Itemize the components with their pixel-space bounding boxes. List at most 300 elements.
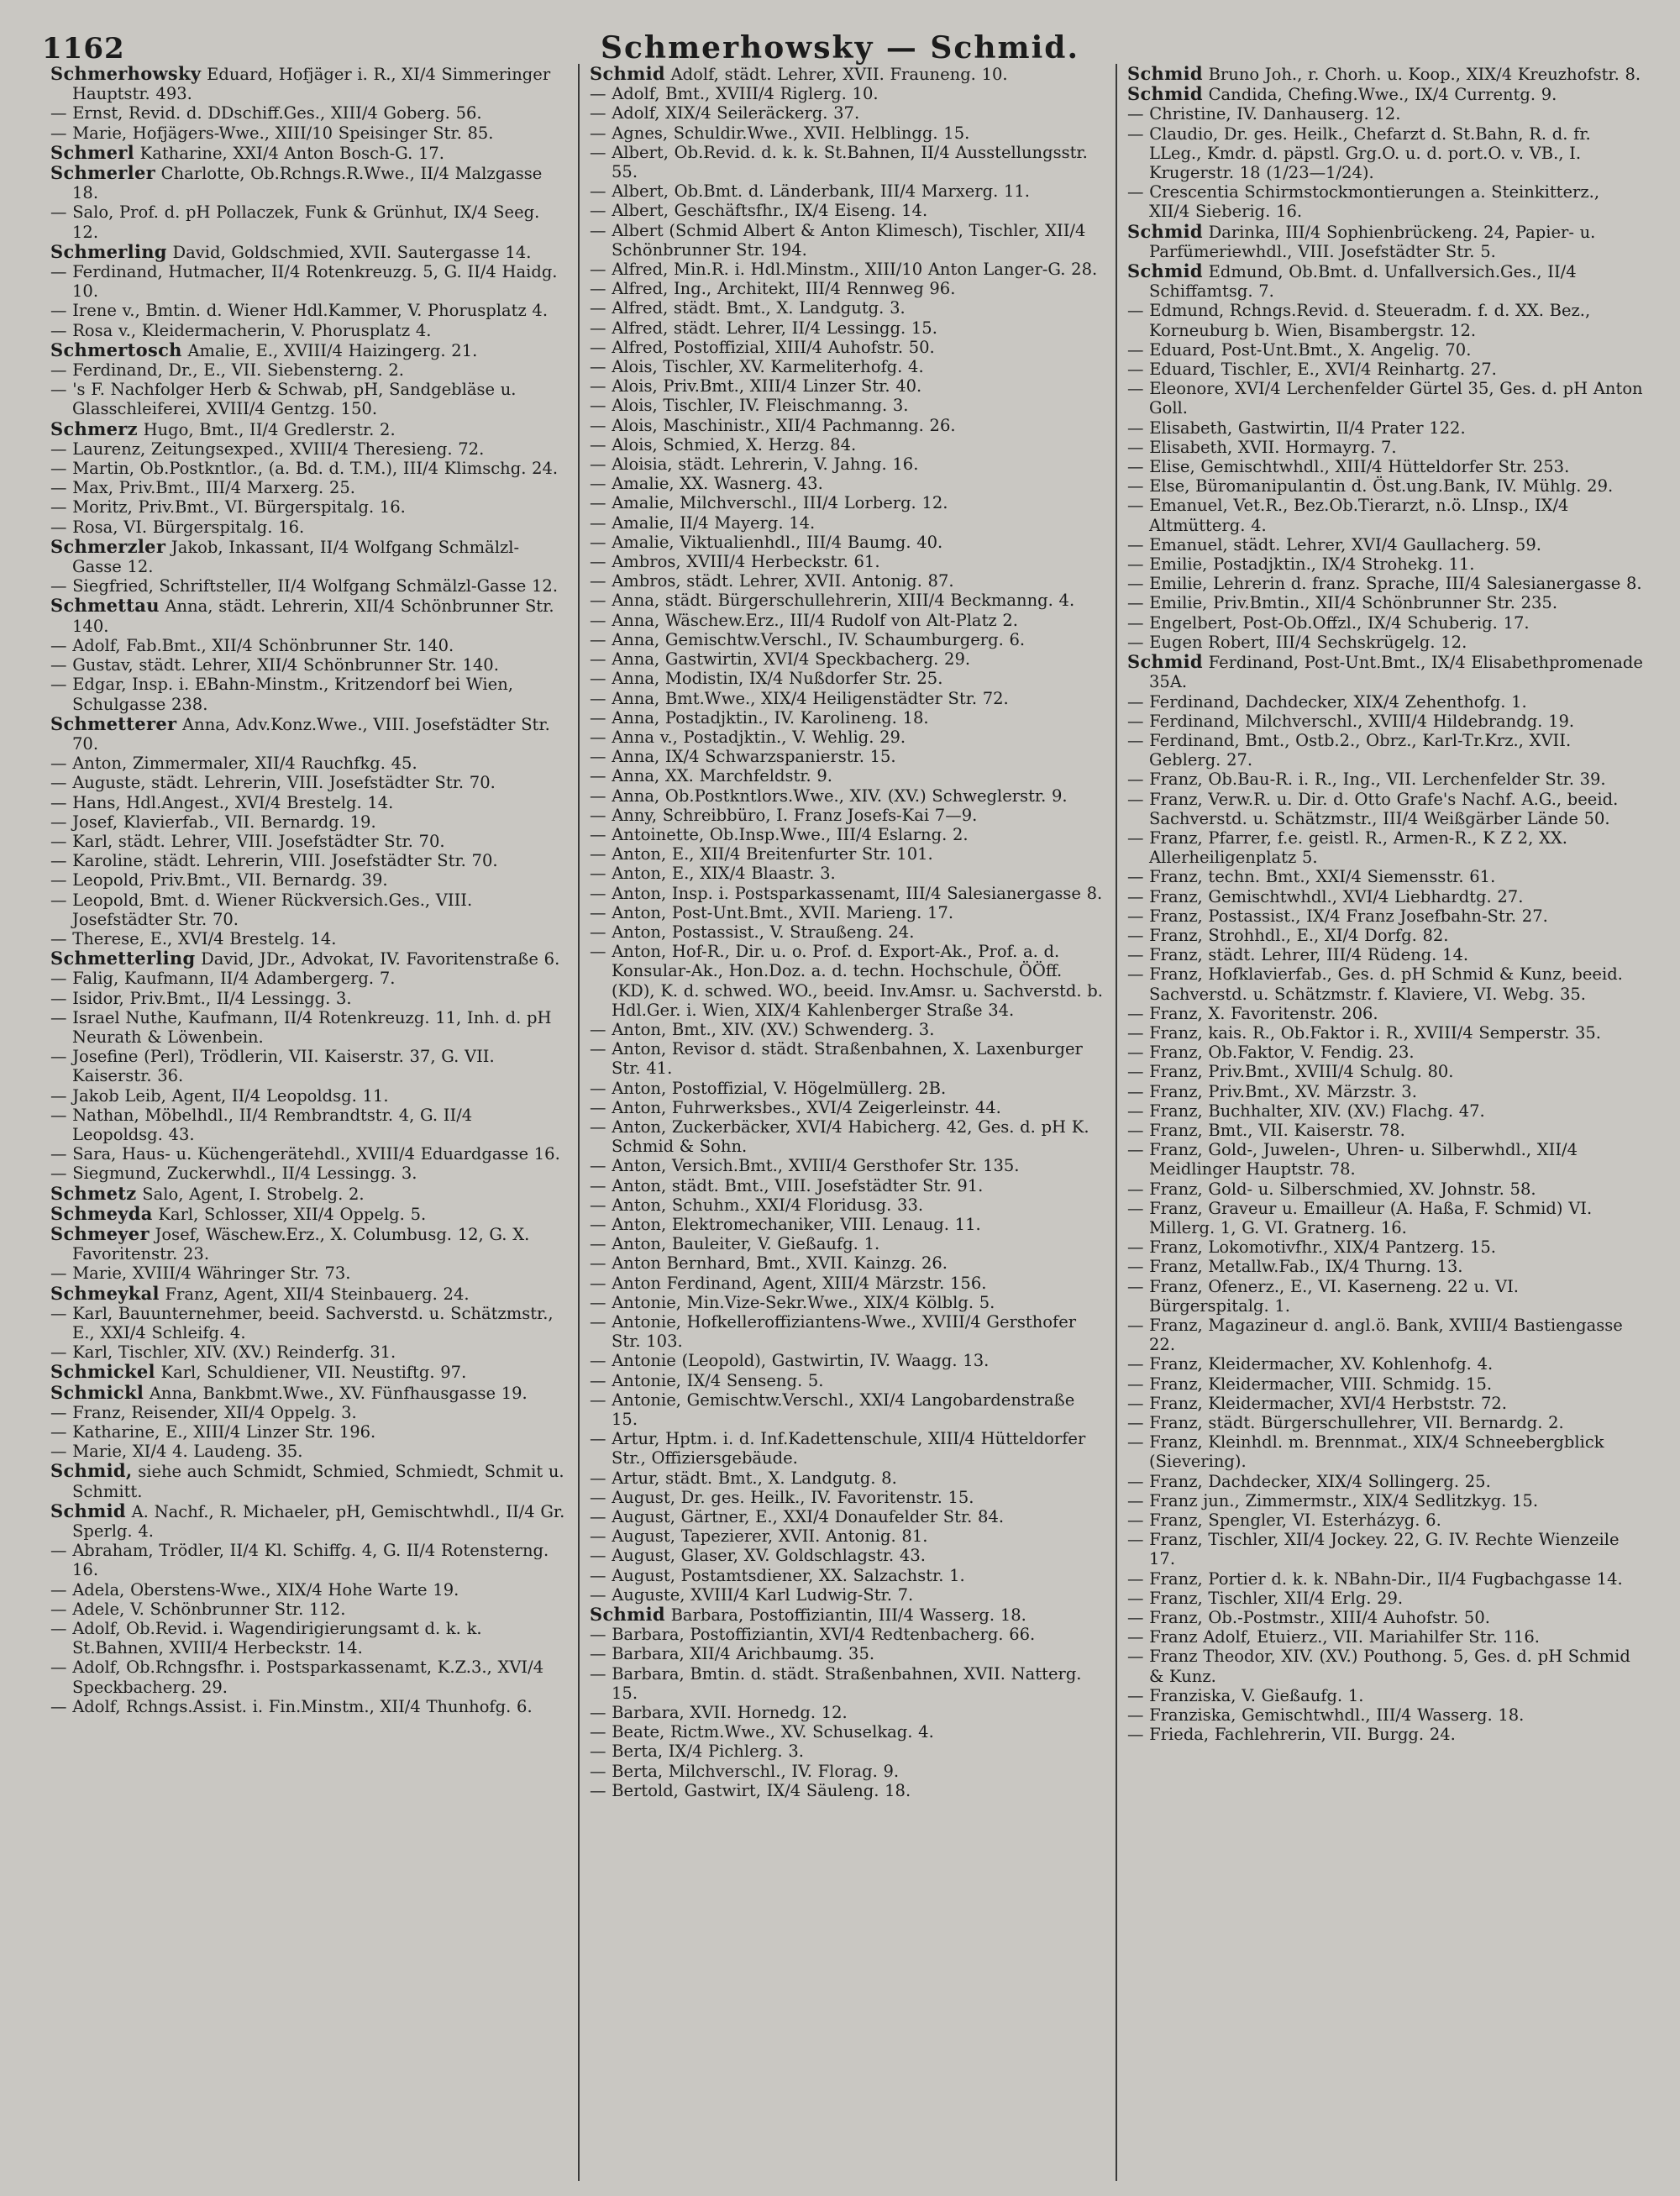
directory-entry xyxy=(50,1144,568,1164)
directory-entry xyxy=(50,1047,568,1085)
directory-entry xyxy=(50,832,568,851)
entry-text: — Anna, Gastwirtin, XVI/4 Speckbacherg. 29. xyxy=(590,649,971,670)
directory-entry xyxy=(590,922,1105,942)
directory-entry xyxy=(590,942,1105,1020)
directory-entry xyxy=(590,1274,1105,1293)
directory-entry xyxy=(1127,1432,1643,1471)
entry-text: — Ernst, Revid. d. DDschiff.Ges., XIII/4 Goberg. 56. xyxy=(50,103,482,123)
entry-text: — Anton, Hof-R., Dir. u. o. Prof. d. Export-Ak., Prof. a. d. Konsular-Ak., Hon.Doz. a. d. techn. Hochschule, ÖÖff. (KD), K. d. schwed. WO., beeid. Inv.Amsr. u. Sachverstd. b. Hdl.Ger. i. Wien, XIX/4 Kahlenberger Straße 34. xyxy=(590,942,1103,1020)
directory-entry xyxy=(1127,261,1643,301)
entry-text: — Antonie, Gemischtw.Verschl., XXI/4 Langobardenstraße 15. xyxy=(590,1390,1075,1430)
directory-entry xyxy=(1127,340,1643,360)
directory-entry xyxy=(1127,887,1643,906)
entry-text: Ferdinand, Post-Unt.Bmt., IX/4 Elisabethpromenade 35A. xyxy=(1149,653,1643,692)
directory-entry xyxy=(590,1644,1105,1663)
entry-text: — Anton Bernhard, Bmt., XVII. Kainzg. 26. xyxy=(590,1253,948,1274)
directory-entry xyxy=(50,812,568,832)
entry-text: Karl, Schlosser, XII/4 Oppelg. 5. xyxy=(152,1204,427,1224)
directory-entry xyxy=(590,533,1105,552)
directory-entry xyxy=(590,103,1105,123)
directory-entry xyxy=(590,669,1105,688)
entry-headword: Schmerl xyxy=(50,141,134,163)
entry-text: — Artur, städt. Bmt., X. Landgutg. 8. xyxy=(590,1468,897,1488)
entry-text: — Anton, Revisor d. städt. Straßenbahnen, X. Laxenburger Str. 41. xyxy=(590,1039,1083,1079)
entry-text: — Franz, Graveur u. Emailleur (A. Haßa, F. Schmid) VI. Millerg. 1, G. VI. Gratnerg. 16. xyxy=(1127,1198,1593,1237)
entry-text: Edmund, Ob.Bmt. d. Unfallversich.Ges., II/4 Schiffamtsg. 7. xyxy=(1149,262,1577,302)
directory-entry xyxy=(1127,593,1643,612)
directory-entry xyxy=(590,260,1105,279)
entry-headword: Schmid xyxy=(590,1604,665,1626)
entry-text: — Franz, Tischler, XII/4 Erlg. 29. xyxy=(1127,1588,1404,1608)
entry-text: — Salo, Prof. d. pH Pollaczek, Funk & Grünhut, IX/4 Seeg. 12. xyxy=(50,202,540,242)
directory-entry xyxy=(50,1164,568,1183)
entry-text: — Anton, Insp. i. Postsparkassenamt, III/4 Salesianergasse 8. xyxy=(590,883,1103,903)
entry-text: — Anton, Post-Unt.Bmt., XVII. Marieng. 17. xyxy=(590,902,954,922)
entry-text: — Adela, Oberstens-Wwe., XIX/4 Hohe Warte 19. xyxy=(50,1579,459,1600)
directory-entry xyxy=(50,143,568,163)
entry-text: — Anna, Ob.Postkntlors.Wwe., XIV. (XV.) Schweglerstr. 9. xyxy=(590,785,1068,806)
entry-text: — August, Glaser, XV. Goldschlagstr. 43. xyxy=(590,1546,926,1566)
entry-text: — Berta, Milchverschl., IV. Florag. 9. xyxy=(590,1761,900,1781)
entry-text: — Alois, Priv.Bmt., XIII/4 Linzer Str. 40. xyxy=(590,376,922,397)
directory-entry xyxy=(1127,496,1643,534)
entry-text: Franz, Agent, XII/4 Steinbauerg. 24. xyxy=(159,1284,470,1304)
directory-entry xyxy=(590,1664,1105,1703)
directory-entry xyxy=(1127,1043,1643,1062)
directory-entry xyxy=(590,1098,1105,1117)
directory-entry xyxy=(1127,301,1643,339)
directory-entry xyxy=(590,591,1105,610)
directory-entry xyxy=(590,649,1105,669)
directory-entry xyxy=(1127,1589,1643,1608)
entry-text: — Anna v., Postadjktin., V. Wehlig. 29. xyxy=(590,727,906,747)
directory-entry xyxy=(50,1342,568,1362)
directory-entry xyxy=(50,596,568,635)
entry-text: Darinka, III/4 Sophienbrückeng. 24, Papier- u. Parfümeriewhdl., VIII. Josefstädter Str. 5. xyxy=(1149,222,1596,261)
entry-text: Anna, Adv.Konz.Wwe., VIII. Josefstädter Str. 70. xyxy=(72,714,550,754)
directory-entry xyxy=(1127,1647,1643,1685)
directory-entry xyxy=(1127,790,1643,828)
entry-text: — Antonie, Hofkelleroffiziantens-Wwe., XVIII/4 Gersthofer Str. 103. xyxy=(590,1312,1077,1352)
entry-text: — Albert (Schmid Albert & Anton Klimesch), Tischler, XII/4 Schönbrunner Str. 194. xyxy=(590,220,1086,260)
directory-entry xyxy=(50,478,568,497)
directory-entry xyxy=(1127,926,1643,945)
directory-entry xyxy=(1127,222,1643,261)
directory-entry xyxy=(590,318,1105,338)
entry-text: — Marie, XVIII/4 Währinger Str. 73. xyxy=(50,1263,351,1284)
directory-entry xyxy=(590,1781,1105,1800)
entry-text: — Alois, Tischler, XV. Karmeliterhofg. 4. xyxy=(590,357,924,377)
directory-entry xyxy=(50,714,568,754)
entry-text: — Emanuel, Vet.R., Bez.Ob.Tierarzt, n.ö. LInsp., IX/4 Altmütterg. 4. xyxy=(1127,496,1569,535)
directory-entry xyxy=(1127,1686,1643,1705)
entry-text: A. Nachf., R. Michaeler, pH, Gemischtwhdl., II/4 Gr. Sperlg. 4. xyxy=(72,1501,565,1542)
directory-entry xyxy=(50,1106,568,1144)
directory-entry xyxy=(1127,1277,1643,1316)
directory-entry xyxy=(50,1580,568,1600)
entry-text: — Siegfried, Schriftsteller, II/4 Wolfgang Schmälzl-Gasse 12. xyxy=(50,576,559,596)
directory-entry xyxy=(50,870,568,890)
entry-text: — Franz Adolf, Etuierz., VII. Mariahilfer Str. 116. xyxy=(1127,1627,1540,1647)
directory-entry xyxy=(50,1442,568,1461)
entry-text: — Anny, Schreibbüro, I. Franz Josefs-Kai 7—9. xyxy=(590,805,978,825)
entry-headword: Schmid, xyxy=(50,1460,133,1482)
entry-headword: Schmid xyxy=(50,1500,126,1521)
directory-entry xyxy=(590,1079,1105,1098)
entry-headword: Schmeyda xyxy=(50,1202,153,1224)
directory-entry xyxy=(590,143,1105,181)
entry-text: — Marie, Hofjägers-Wwe., XIII/10 Speisinger Str. 85. xyxy=(50,123,494,143)
directory-entry xyxy=(50,321,568,340)
directory-entry xyxy=(590,1605,1105,1625)
entry-text: Salo, Agent, I. Strobelg. 2. xyxy=(136,1184,365,1204)
directory-entry xyxy=(50,459,568,478)
entry-text: — Anton, Zimmermaler, XII/4 Rauchfkg. 45. xyxy=(50,754,417,774)
directory-entry xyxy=(590,1566,1105,1585)
entry-text: — August, Postamtsdiener, XX. Salzachstr. 1. xyxy=(590,1565,965,1585)
directory-entry xyxy=(50,1658,568,1696)
directory-entry xyxy=(50,1304,568,1342)
entry-text: — Franz, techn. Bmt., XXI/4 Siemensstr. 61. xyxy=(1127,867,1496,887)
directory-entry xyxy=(1127,613,1643,633)
entry-text: — Albert, Geschäftsfhr., IX/4 Eiseng. 14. xyxy=(590,201,928,221)
entry-text: — Marie, XI/4 4. Laudeng. 35. xyxy=(50,1442,303,1462)
directory-entry xyxy=(590,123,1105,143)
entry-text: — Berta, IX/4 Pichlerg. 3. xyxy=(590,1742,804,1762)
entry-headword: Schmerzler xyxy=(50,535,166,557)
directory-entry xyxy=(50,1383,568,1403)
entry-text: — Elise, Gemischtwhdl., XIII/4 Hütteldorfer Str. 253. xyxy=(1127,457,1570,477)
entry-text: — Adolf, Ob.Rchngsfhr. i. Postsparkassenamt, K.Z.3., XVI/4 Speckbacherg. 29. xyxy=(50,1658,544,1697)
entry-text: — Frieda, Fachlehrerin, VII. Burgg. 24. xyxy=(1127,1725,1456,1745)
directory-entry xyxy=(590,376,1105,396)
directory-entry xyxy=(50,969,568,988)
entry-text: — Abraham, Trödler, II/4 Kl. Schiffg. 4, G. II/4 Rotensterng. 16. xyxy=(50,1541,549,1580)
entry-text: — Karl, städt. Lehrer, VIII. Josefstädter Str. 70. xyxy=(50,831,445,851)
entry-text: Bruno Joh., r. Chorh. u. Koop., XIX/4 Kreuzhofstr. 8. xyxy=(1202,65,1641,84)
directory-entry xyxy=(1127,1062,1643,1081)
directory-entry xyxy=(50,301,568,320)
entry-headword: Schmid xyxy=(1127,220,1203,242)
entry-text: — Franz, Hofklavierfab., Ges. d. pH Schmid & Kunz, beeid. Sachverstd. u. Schätzmstr. f. Klaviere, VI. Webg. 35. xyxy=(1127,964,1623,1004)
directory-entry xyxy=(50,948,568,969)
entry-text: — Franz, Buchhalter, XIV. (XV.) Flachg. 47. xyxy=(1127,1101,1485,1121)
entry-text: — Edgar, Insp. i. EBahn-Minstm., Kritzendorf bei Wien, Schulgasse 238. xyxy=(50,675,513,714)
entry-text: Hugo, Bmt., II/4 Gredlerstr. 2. xyxy=(137,419,396,439)
directory-entry xyxy=(1127,1179,1643,1199)
directory-entry xyxy=(1127,418,1643,438)
entry-headword: Schmerler xyxy=(50,162,155,184)
directory-entry xyxy=(590,1020,1105,1039)
directory-entry xyxy=(50,1619,568,1658)
directory-entry xyxy=(50,1600,568,1619)
entry-text: — August, Dr. ges. Heilk., IV. Favoritenstr. 15. xyxy=(590,1487,974,1507)
directory-entry xyxy=(590,1585,1105,1605)
directory-entry xyxy=(1127,1257,1643,1276)
directory-entry xyxy=(590,84,1105,103)
entry-text: — Isidor, Priv.Bmt., II/4 Lessingg. 3. xyxy=(50,988,352,1008)
directory-entry xyxy=(590,1703,1105,1722)
directory-entry xyxy=(50,793,568,812)
directory-entry xyxy=(590,1312,1105,1351)
entry-text: — Franz, Kleidermacher, XV. Kohlenhofg. 4. xyxy=(1127,1354,1494,1374)
entry-text: — Antonie, Min.Vize-Sekr.Wwe., XIX/4 Kölblg. 5. xyxy=(590,1292,995,1312)
directory-entry xyxy=(590,201,1105,220)
directory-entry xyxy=(50,851,568,870)
directory-entry xyxy=(50,380,568,418)
entry-text: — Max, Priv.Bmt., III/4 Marxerg. 25. xyxy=(50,478,355,498)
column-right xyxy=(1116,64,1653,2181)
entry-text: — Franz, städt. Lehrer, III/4 Rüdeng. 14. xyxy=(1127,945,1469,965)
directory-entry xyxy=(590,416,1105,435)
entry-text: — Karoline, städt. Lehrerin, VIII. Josefstädter Str. 70. xyxy=(50,851,498,871)
entry-headword: Schmetterer xyxy=(50,712,177,734)
entry-text: — Anna, städt. Bürgerschullehrerin, XIII/4 Beckmanng. 4. xyxy=(590,591,1075,611)
entry-text: — Franz, Strohhdl., E., XI/4 Dorfg. 82. xyxy=(1127,925,1449,945)
directory-entry xyxy=(50,1086,568,1106)
directory-entry xyxy=(50,1541,568,1579)
entry-text: — Franz, Ob.Bau-R. i. R., Ing., VII. Lerchenfelder Str. 39. xyxy=(1127,770,1606,790)
entry-text: — 's F. Nachfolger Herb & Schwab, pH, Sandgebläse u. Glasschleiferei, XVIII/4 Gentzg. 150. xyxy=(50,380,517,419)
entry-text: — Israel Nuthe, Kaufmann, II/4 Rotenkreuzg. 11, Inh. d. pH Neurath & Löwenbein. xyxy=(50,1007,552,1047)
entry-text: — Amalie, II/4 Mayerg. 14. xyxy=(590,512,816,533)
entry-text: Josef, Wäschew.Erz., X. Columbusg. 12, G. X. Favoritenstr. 23. xyxy=(72,1224,530,1264)
directory-entry xyxy=(590,708,1105,728)
directory-entry xyxy=(590,396,1105,415)
entry-text: — Franz, Gemischtwhdl., XVI/4 Liebhardtg. 27. xyxy=(1127,886,1524,906)
directory-entry xyxy=(1127,1394,1643,1413)
entry-text: — Ambros, städt. Lehrer, XVII. Antonig. 87. xyxy=(590,571,954,591)
entry-text: — Anton, Elektromechaniker, VIII. Lenaug. 11. xyxy=(590,1214,981,1234)
directory-entry xyxy=(590,1625,1105,1644)
entry-text: — Anton, Fuhrwerksbes., XVI/4 Zeigerleinstr. 44. xyxy=(590,1097,1001,1117)
entry-text: — Christine, IV. Danhauserg. 12. xyxy=(1127,104,1401,124)
directory-entry xyxy=(1127,574,1643,593)
column-middle xyxy=(578,64,1116,2181)
entry-text: — Emilie, Priv.Bmtin., XII/4 Schönbrunner Str. 235. xyxy=(1127,593,1558,613)
directory-entry xyxy=(590,1429,1105,1468)
entry-text: — Franz, Verw.R. u. Dir. d. Otto Grafe's Nachf. A.G., beeid. Sachverstd. u. Schätzmstr., III/4 Weißgärber Lände 50. xyxy=(1127,789,1619,828)
directory-entry xyxy=(1127,360,1643,379)
directory-entry xyxy=(1127,1569,1643,1589)
entry-text: — Franz, kais. R., Ob.Faktor i. R., XVIII/4 Semperstr. 35. xyxy=(1127,1022,1602,1043)
directory-entry xyxy=(590,1390,1105,1429)
directory-entry xyxy=(50,1204,568,1224)
directory-entry xyxy=(1127,906,1643,926)
directory-entry xyxy=(590,1351,1105,1370)
entry-text: — Alfred, Min.R. i. Hdl.Minstm., XIII/10 Anton Langer-G. 28. xyxy=(590,260,1098,280)
entry-text: — Emanuel, städt. Lehrer, XVI/4 Gaullacherg. 59. xyxy=(1127,534,1541,554)
directory-entry xyxy=(590,1156,1105,1175)
directory-entry xyxy=(590,864,1105,883)
entry-headword: Schmid xyxy=(1127,64,1203,84)
directory-entry xyxy=(1127,379,1643,418)
directory-entry xyxy=(590,1742,1105,1761)
entry-headword: Schmetterling xyxy=(50,948,196,969)
directory-entry xyxy=(1127,64,1643,84)
entry-text: — Barbara, XVII. Hornedg. 12. xyxy=(590,1703,848,1723)
directory-entry xyxy=(590,298,1105,318)
directory-entry xyxy=(590,571,1105,591)
directory-entry xyxy=(1127,476,1643,496)
entry-text: — Adolf, XIX/4 Seileräckerg. 37. xyxy=(590,103,860,123)
entry-text: — Anton, E., XII/4 Breitenfurter Str. 101. xyxy=(590,844,933,864)
directory-entry xyxy=(1127,1627,1643,1647)
entry-text: — Franz, Ob.-Postmstr., XIII/4 Auhofstr. 50. xyxy=(1127,1608,1490,1628)
directory-entry xyxy=(1127,712,1643,731)
directory-entry xyxy=(1127,1510,1643,1530)
directory-entry xyxy=(50,1461,568,1500)
entry-text: — Siegmund, Zuckerwhdl., II/4 Lessingg. 3. xyxy=(50,1164,417,1184)
entry-text: Anna, städt. Lehrerin, XII/4 Schönbrunner Str. 140. xyxy=(72,596,554,636)
entry-headword: Schmerhowsky xyxy=(50,64,202,84)
entry-text: — Emilie, Lehrerin d. franz. Sprache, III/4 Salesianergasse 8. xyxy=(1127,574,1642,594)
entry-text: — Franz, städt. Bürgerschullehrer, VII. Bernardg. 2. xyxy=(1127,1413,1564,1433)
directory-entry xyxy=(590,844,1105,864)
directory-entry xyxy=(590,1546,1105,1565)
entry-text: — Franz, Kleidermacher, XVI/4 Herbststr. 72. xyxy=(1127,1393,1508,1413)
directory-entry xyxy=(50,576,568,596)
entry-text: — Alfred, städt. Lehrer, II/4 Lessingg. 15. xyxy=(590,318,937,338)
directory-entry xyxy=(590,689,1105,708)
directory-entry xyxy=(1127,1316,1643,1354)
entry-text: — Anton, Postassist., V. Straußeng. 24. xyxy=(590,922,915,942)
entry-text: — Crescentia Schirmstockmontierungen a. Steinkitterz., XII/4 Sieberig. 16. xyxy=(1127,182,1600,222)
entry-headword: Schmettau xyxy=(50,595,160,617)
entry-text: Eduard, Hofjäger i. R., XI/4 Simmeringer Hauptstr. 493. xyxy=(72,65,551,104)
directory-entry xyxy=(50,773,568,792)
entry-text: — Elisabeth, XVII. Hormayrg. 7. xyxy=(1127,437,1397,457)
entry-text: — Laurenz, Zeitungsexped., XVIII/4 Theresieng. 72. xyxy=(50,439,485,459)
entry-text: — Ferdinand, Dr., E., VII. Siebensterng. 2. xyxy=(50,360,404,381)
entry-headword: Schmickel xyxy=(50,1361,155,1383)
entry-text: — Ambros, XVIII/4 Herbeckstr. 61. xyxy=(590,552,880,572)
entry-text: — Eduard, Post-Unt.Bmt., X. Angelig. 70. xyxy=(1127,339,1472,360)
entry-text: — Barbara, Postoffiziantin, XVI/4 Redtenbacherg. 66. xyxy=(590,1625,1036,1645)
entry-text: — Eduard, Tischler, E., XVI/4 Reinhartg. 27. xyxy=(1127,360,1497,380)
directory-entry xyxy=(590,474,1105,493)
directory-entry xyxy=(1127,1237,1643,1257)
entry-text: — Antoinette, Ob.Insp.Wwe., III/4 Eslarng. 2. xyxy=(590,824,969,844)
entry-text: — Leopold, Priv.Bmt., VII. Bernardg. 39. xyxy=(50,870,388,890)
entry-text: — Else, Büromanipulantin d. Öst.ung.Bank, IV. Mühlg. 29. xyxy=(1127,476,1614,496)
entry-text: — Ferdinand, Dachdecker, XIX/4 Zehenthofg. 1. xyxy=(1127,691,1527,712)
entry-text: — Leopold, Bmt. d. Wiener Rückversich.Ges., VIII. Josefstädter Str. 70. xyxy=(50,890,473,929)
directory-entry xyxy=(1127,1608,1643,1627)
entry-text: — Albert, Ob.Bmt. d. Länderbank, III/4 Marxerg. 11. xyxy=(590,181,1031,202)
entry-text: — Barbara, Bmtin. d. städt. Straßenbahnen, XVII. Natterg. 15. xyxy=(590,1663,1082,1703)
directory-entry xyxy=(590,1234,1105,1253)
directory-entry xyxy=(590,1195,1105,1215)
directory-entry xyxy=(590,903,1105,922)
entry-text: — Alfred, Postoffizial, XIII/4 Auhofstr. 50. xyxy=(590,337,935,357)
entry-headword: Schmerz xyxy=(50,418,138,439)
directory-entry xyxy=(1127,104,1643,123)
directory-entry xyxy=(50,439,568,459)
entry-text: — Beate, Rictm.Wwe., XV. Schuselkag. 4. xyxy=(590,1722,934,1742)
directory-entry xyxy=(50,989,568,1008)
directory-entry xyxy=(1127,731,1643,770)
entry-headword: Schmid xyxy=(1127,651,1203,673)
directory-entry xyxy=(1127,1705,1643,1725)
entry-text: — Franz, Magazineur d. angl.ö. Bank, XVIII/4 Bastiengasse 22. xyxy=(1127,1316,1623,1355)
entry-text: siehe auch Schmidt, Schmied, Schmiedt, Schmit u. Schmitt. xyxy=(72,1462,564,1501)
directory-entry xyxy=(1127,84,1643,104)
directory-entry xyxy=(50,1263,568,1283)
entry-text: — Anton, E., XIX/4 Blaastr. 3. xyxy=(590,864,836,884)
directory-entry xyxy=(1127,1004,1643,1023)
entry-text: — Irene v., Bmtin. d. Wiener Hdl.Kammer, V. Phorusplatz 4. xyxy=(50,301,549,321)
entry-text: — Aloisia, städt. Lehrerin, V. Jahng. 16. xyxy=(590,454,919,475)
directory-entry xyxy=(1127,1354,1643,1374)
entry-text: — Anton, Postoffizial, V. Högelmüllerg. 2B. xyxy=(590,1078,947,1098)
entry-text: — Engelbert, Post-Ob.Offzl., IX/4 Schuberig. 17. xyxy=(1127,612,1530,633)
directory-entry xyxy=(50,655,568,675)
entry-text: — August, Gärtner, E., XXI/4 Donaufelder Str. 84. xyxy=(590,1507,1005,1527)
directory-entry xyxy=(1127,828,1643,867)
directory-entry xyxy=(590,1253,1105,1273)
entry-text: — Franz, Kleinhdl. m. Brennmat., XIX/4 Schneebergblick (Sievering). xyxy=(1127,1432,1604,1472)
entry-text: — Franz, Kleidermacher, VIII. Schmidg. 15. xyxy=(1127,1374,1493,1394)
page-number: 1162 xyxy=(42,32,125,66)
directory-entry xyxy=(1127,535,1643,554)
entry-text: — Rosa, VI. Bürgerspitalg. 16. xyxy=(50,517,305,537)
entry-text: Adolf, städt. Lehrer, XVII. Frauneng. 10. xyxy=(664,65,1008,84)
entry-text: — Emilie, Postadjktin., IX/4 Strohekg. 11. xyxy=(1127,554,1475,575)
entry-text: — Anton, Zuckerbäcker, XVI/4 Habicherg. 42, Ges. d. pH K. Schmid & Sohn. xyxy=(590,1116,1089,1157)
entry-text: — Edmund, Rchngs.Revid. d. Steueradm. f. d. XX. Bez., Korneuburg b. Wien, Bisambergstr. 12. xyxy=(1127,301,1591,340)
entry-text: — Franz, Ofenerz., E., VI. Kaserneng. 22 u. VI. Bürgerspitalg. 1. xyxy=(1127,1276,1520,1316)
directory-entry xyxy=(590,1722,1105,1742)
entry-text: — Jakob Leib, Agent, II/4 Leopoldsg. 11. xyxy=(50,1085,389,1106)
directory-entry xyxy=(590,786,1105,806)
directory-entry xyxy=(1127,438,1643,457)
directory-entry xyxy=(590,1117,1105,1156)
entry-text: — Antonie, IX/4 Senseng. 5. xyxy=(590,1370,824,1390)
directory-entry xyxy=(1127,633,1643,652)
directory-entry xyxy=(590,513,1105,533)
entry-text: — Franz, Reisender, XII/4 Oppelg. 3. xyxy=(50,1402,357,1422)
entry-text: — Franziska, Gemischtwhdl., III/4 Wasserg. 18. xyxy=(1127,1705,1525,1726)
entry-text: — Franz, Spengler, VI. Esterházyg. 6. xyxy=(1127,1510,1441,1531)
entry-text: — Auguste, städt. Lehrerin, VIII. Josefstädter Str. 70. xyxy=(50,773,496,793)
directory-entry xyxy=(50,1697,568,1716)
directory-entry xyxy=(590,1039,1105,1078)
entry-text: — Franz, Pfarrer, f.e. geistl. R., Armen-R., K Z 2, XX. Allerheiligenplatz 5. xyxy=(1127,827,1567,868)
directory-entry xyxy=(590,221,1105,260)
entry-text: — Sara, Haus- u. Küchengerätehdl., XVIII/4 Eduardgasse 16. xyxy=(50,1144,560,1164)
directory-entry xyxy=(1127,182,1643,221)
directory-entry xyxy=(590,552,1105,571)
entry-text: — Franz, Gold- u. Silberschmied, XV. Johnstr. 58. xyxy=(1127,1179,1536,1199)
directory-entry xyxy=(50,1403,568,1422)
directory-entry xyxy=(50,636,568,655)
entry-text: — Therese, E., XVI/4 Brestelg. 14. xyxy=(50,928,337,948)
entry-text: — Franziska, V. Gießaufg. 1. xyxy=(1127,1685,1364,1705)
entry-text: — Katharine, E., XIII/4 Linzer Str. 196. xyxy=(50,1422,376,1442)
entry-text: — Anton, Schuhm., XXI/4 Floridusg. 33. xyxy=(590,1195,924,1215)
column-left xyxy=(40,64,578,2181)
entry-text: — Adolf, Rchngs.Assist. i. Fin.Minstm., XII/4 Thunhofg. 6. xyxy=(50,1696,533,1716)
directory-entry xyxy=(50,1008,568,1047)
entry-text: — Amalie, Milchverschl., III/4 Lorberg. 12. xyxy=(590,493,948,513)
directory-entry xyxy=(50,497,568,517)
directory-entry xyxy=(1127,457,1643,476)
directory-entry xyxy=(50,1284,568,1304)
entry-text: — Karl, Tischler, XIV. (XV.) Reinderfg. 31. xyxy=(50,1342,396,1363)
entry-text: Anna, Bankbmt.Wwe., XV. Fünfhausgasse 19. xyxy=(144,1383,528,1403)
entry-text: — Anna, XX. Marchfeldstr. 9. xyxy=(590,766,832,786)
